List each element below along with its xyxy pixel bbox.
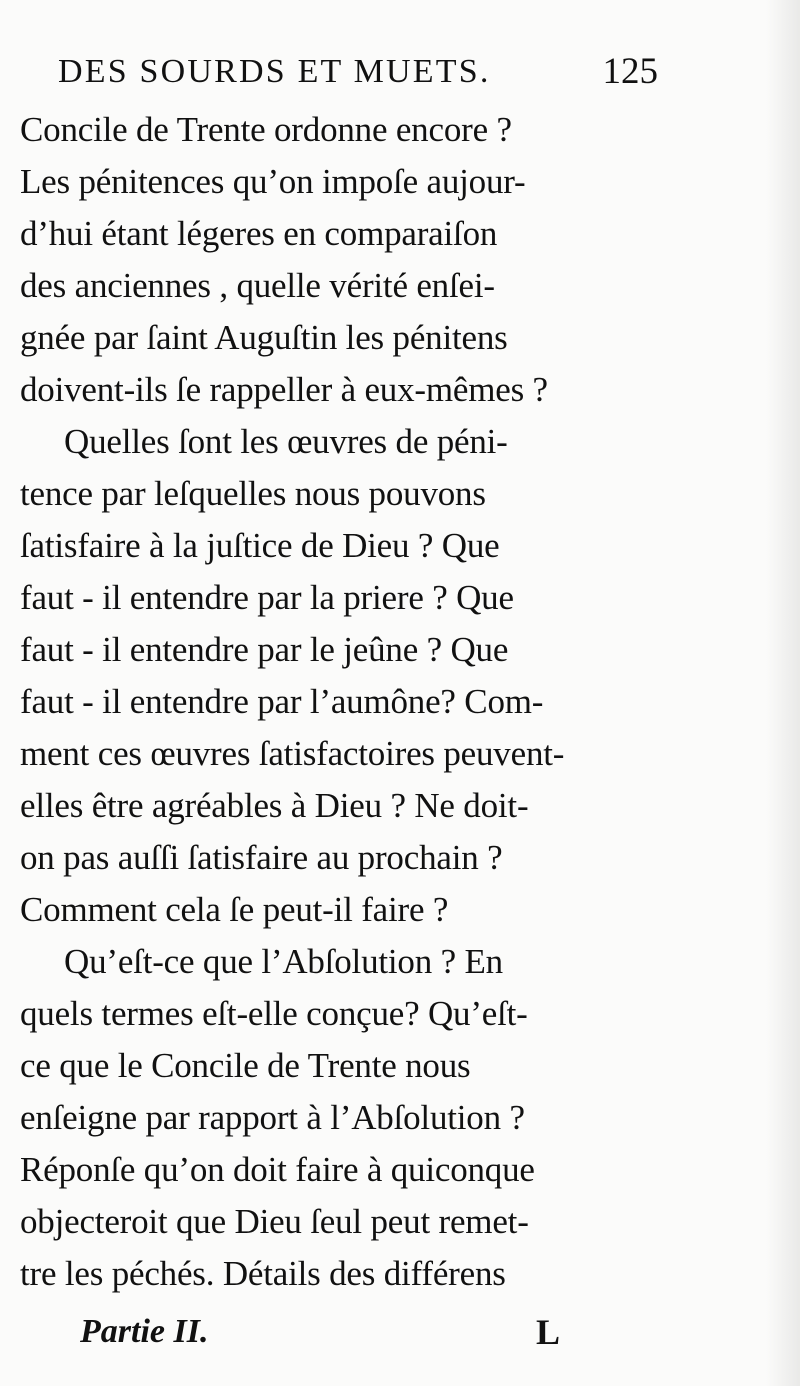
text-line: ment ces œuvres ſatisfactoires peuvent- [20, 734, 565, 773]
text-line: tence par leſquelles nous pouvons [20, 474, 486, 513]
text-line: ſatisfaire à la juſtice de Dieu ? Que [20, 526, 500, 565]
text-line: doivent-ils ſe rappeller à eux-mêmes ? [20, 370, 548, 409]
text-line: enſeigne par rapport à l’Abſolution ? [20, 1098, 525, 1137]
text-line: Comment cela ſe peut-il faire ? [20, 890, 449, 929]
text-line: faut - il entendre par l’aumône? Com- [20, 682, 544, 721]
text-line: ce que le Concile de Trente nous [20, 1046, 471, 1085]
text-line: faut - il entendre par le jeûne ? Que [20, 630, 509, 669]
text-line: gnée par ſaint Auguſtin les pénitens [20, 318, 508, 357]
body-text [20, 104, 660, 1300]
running-head: DES SOURDS ET MUETS. [58, 53, 491, 90]
text-line: on pas auſſi ſatisfaire au prochain ? [20, 838, 503, 877]
text-line: des anciennes , quelle vérité enſei- [20, 266, 495, 305]
paragraph-start-line: Quelles ſont les œuvres de péni- [64, 422, 508, 461]
text-line: faut - il entendre par la priere ? Que [20, 578, 514, 617]
text-line: elles être agréables à Dieu ? Ne doit- [20, 786, 529, 825]
text-line: Réponſe qu’on doit faire à quiconque [20, 1150, 535, 1189]
page-edge-shadow [766, 0, 800, 1386]
page-footer [80, 1308, 560, 1358]
signature-line: Partie II. [80, 1313, 209, 1350]
text-line: objecteroit que Dieu ſeul peut remet- [20, 1202, 529, 1241]
page-header [58, 48, 658, 96]
text-line: d’hui étant légeres en comparaiſon [20, 214, 498, 253]
signature-mark: L [535, 1312, 560, 1352]
page-number: 125 [602, 51, 658, 92]
text-line: Concile de Trente ordonne encore ? [20, 110, 512, 149]
text-line: tre les péchés. Détails des différens [20, 1254, 506, 1293]
text-line: quels termes eſt-elle conçue? Qu’eſt- [20, 994, 528, 1033]
paragraph-start-line: Qu’eſt-ce que l’Abſolution ? En [64, 942, 503, 981]
text-line: Les pénitences qu’on impoſe aujour- [20, 162, 526, 201]
